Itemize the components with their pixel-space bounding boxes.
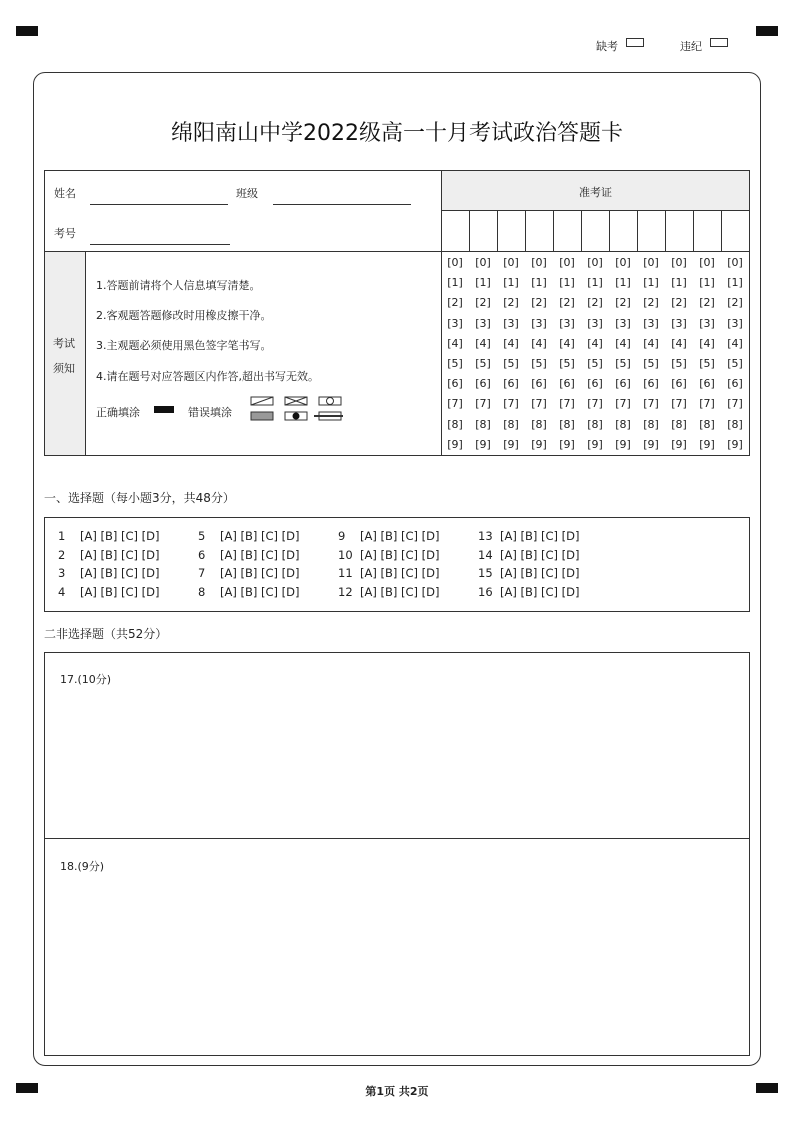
mcq-item[interactable] — [198, 529, 338, 543]
digit-bubble[interactable]: [0] — [699, 256, 715, 269]
notice-item-4: 4.请在题号对应答题区内作答,超出书写无效。 — [96, 370, 319, 383]
digit-bubble[interactable]: [4] — [727, 336, 743, 350]
mcq-number: 15 — [478, 566, 493, 580]
digit-bubble[interactable]: [5] — [475, 357, 491, 370]
mcq-options[interactable]: [A] [B] [C] [D] — [500, 566, 580, 580]
class-field[interactable] — [273, 204, 411, 205]
digit-bubble[interactable]: [3] — [559, 316, 575, 330]
digit-bubble[interactable]: [7] — [587, 397, 603, 411]
digit-bubble[interactable]: [3] — [587, 316, 603, 330]
mcq-item[interactable] — [58, 585, 198, 599]
notice-side-label-2: 须知 — [53, 362, 75, 375]
digit-bubble[interactable]: [4] — [503, 336, 519, 350]
absent-box[interactable] — [626, 38, 644, 47]
digit-bubble[interactable]: [2] — [447, 296, 463, 310]
digit-bubble[interactable]: [2] — [559, 296, 575, 310]
digit-bubble[interactable]: [4] — [671, 336, 687, 350]
question-18-answer-area[interactable] — [45, 877, 749, 1053]
name-label: 姓名 — [54, 187, 76, 200]
digit-bubble[interactable]: [8] — [699, 417, 715, 431]
digit-bubble[interactable]: [1] — [559, 276, 575, 290]
digit-bubble[interactable]: [6] — [587, 377, 603, 391]
question-17-answer-area[interactable] — [45, 690, 749, 836]
mcq-number: 11 — [338, 566, 353, 580]
digit-bubble[interactable]: [6] — [699, 377, 715, 391]
mcq-number: 10 — [338, 547, 353, 562]
mcq-number: 3 — [58, 566, 66, 580]
digit-bubble[interactable]: [4] — [447, 336, 463, 350]
mcq-number: 2 — [58, 547, 66, 562]
mcq-options[interactable]: [A] [B] [C] [D] — [220, 584, 300, 599]
violation-label: 违纪 — [680, 40, 702, 53]
mcq-number: 12 — [338, 584, 353, 599]
digit-bubble[interactable]: [3] — [503, 316, 519, 330]
question-17-label: 17.(10分) — [60, 673, 112, 686]
section1-heading: 一、选择题（每小题3分，共48分） — [44, 491, 235, 505]
mcq-item[interactable] — [338, 566, 478, 580]
mcq-options[interactable]: [A] [B] [C] [D] — [80, 566, 160, 580]
absent-label: 缺考 — [596, 40, 618, 53]
digit-bubble[interactable]: [9] — [587, 437, 603, 451]
correct-fill-sample — [154, 406, 174, 413]
digit-bubble[interactable]: [0] — [727, 256, 743, 269]
corner-mark-top-left — [16, 26, 38, 36]
digit-bubble[interactable]: [9] — [727, 437, 743, 451]
mcq-row — [58, 566, 618, 580]
corner-mark-top-right — [756, 26, 778, 36]
digit-bubble[interactable]: [8] — [727, 417, 743, 431]
digit-bubble[interactable]: [2] — [475, 296, 491, 310]
mcq-options[interactable]: [A] [B] [C] [D] — [80, 584, 160, 599]
digit-bubble[interactable]: [2] — [587, 296, 603, 310]
page-footer: 第1页 共2页 — [365, 1085, 429, 1098]
digit-bubble[interactable]: [0] — [475, 256, 491, 269]
mcq-options[interactable]: [A] [B] [C] [D] — [360, 547, 440, 562]
admission-title: 准考证 — [579, 186, 612, 199]
name-field[interactable] — [90, 204, 228, 205]
digit-bubble[interactable]: [6] — [727, 377, 743, 391]
digit-bubble[interactable]: [6] — [671, 377, 687, 391]
digit-bubble[interactable]: [0] — [587, 256, 603, 269]
digit-bubble[interactable]: [1] — [643, 276, 659, 290]
digit-bubble[interactable]: [1] — [503, 276, 519, 290]
mcq-number: 8 — [198, 584, 206, 599]
digit-bubble[interactable]: [1] — [615, 276, 631, 290]
digit-bubble[interactable]: [5] — [531, 357, 547, 370]
digit-bubble[interactable]: [7] — [699, 397, 715, 411]
digit-bubble[interactable]: [7] — [447, 397, 463, 411]
violation-box[interactable] — [710, 38, 728, 47]
digit-bubble[interactable]: [9] — [503, 437, 519, 451]
exam-no-label: 考号 — [54, 227, 76, 240]
notice-side-label-1: 考试 — [53, 337, 75, 350]
digit-bubble[interactable]: [8] — [587, 417, 603, 431]
digit-bubble[interactable]: [7] — [475, 397, 491, 411]
violation-mark — [680, 38, 702, 54]
mcq-item[interactable] — [58, 566, 198, 580]
exam-no-field[interactable] — [90, 244, 230, 245]
mcq-item[interactable] — [338, 529, 478, 543]
digit-bubble[interactable]: [0] — [503, 256, 519, 269]
digit-bubble[interactable]: [1] — [671, 276, 687, 290]
digit-bubble[interactable]: [3] — [447, 316, 463, 330]
digit-bubble[interactable]: [5] — [587, 357, 603, 370]
digit-bubble[interactable]: [1] — [587, 276, 603, 290]
mcq-options[interactable]: [A] [B] [C] [D] — [500, 584, 580, 599]
mcq-number: 5 — [198, 529, 206, 543]
mcq-item[interactable] — [338, 585, 478, 599]
digit-bubble[interactable]: [5] — [559, 357, 575, 370]
notice-item-3: 3.主观题必须使用黑色签字笔书写。 — [96, 339, 272, 352]
mcq-number: 9 — [338, 529, 346, 543]
digit-bubble[interactable]: [9] — [671, 437, 687, 451]
digit-bubble[interactable]: [0] — [671, 256, 687, 269]
digit-bubble[interactable]: [7] — [727, 397, 743, 411]
digit-bubble[interactable]: [3] — [531, 316, 547, 330]
digit-bubble[interactable]: [5] — [699, 357, 715, 370]
mcq-item[interactable] — [58, 529, 198, 543]
digit-bubble[interactable]: [5] — [615, 357, 631, 370]
digit-bubble[interactable]: [2] — [615, 296, 631, 310]
digit-bubble[interactable]: [7] — [503, 397, 519, 411]
digit-bubble[interactable]: [2] — [643, 296, 659, 310]
digit-bubble[interactable]: [6] — [447, 377, 463, 391]
mcq-item[interactable] — [198, 566, 338, 580]
digit-bubble[interactable]: [9] — [643, 437, 659, 451]
mcq-item[interactable] — [338, 548, 478, 562]
digit-bubble[interactable]: [3] — [699, 316, 715, 330]
mcq-number: 4 — [58, 584, 66, 599]
mcq-item[interactable] — [478, 566, 618, 580]
digit-bubble[interactable]: [7] — [531, 397, 547, 411]
mcq-row — [58, 529, 618, 543]
digit-bubble[interactable]: [6] — [503, 377, 519, 391]
digit-bubble[interactable]: [8] — [503, 417, 519, 431]
mcq-number: 16 — [478, 584, 493, 599]
class-label: 班级 — [236, 187, 258, 200]
digit-bubble[interactable]: [9] — [615, 437, 631, 451]
digit-bubble[interactable]: [7] — [671, 397, 687, 411]
digit-bubble[interactable]: [8] — [531, 417, 547, 431]
digit-bubble[interactable]: [2] — [531, 296, 547, 310]
digit-bubble[interactable]: [3] — [727, 316, 743, 330]
digit-bubble[interactable]: [8] — [671, 417, 687, 431]
notice-item-1: 1.答题前请将个人信息填写清楚。 — [96, 279, 261, 292]
mcq-options[interactable]: [A] [B] [C] [D] — [500, 547, 580, 562]
digit-bubble[interactable]: [2] — [699, 296, 715, 310]
mcq-options[interactable]: [A] [B] [C] [D] — [360, 529, 440, 543]
digit-bubble[interactable]: [3] — [615, 316, 631, 330]
mcq-options[interactable]: [A] [B] [C] [D] — [360, 566, 440, 580]
wrong-fill-label: 错误填涂 — [188, 406, 232, 419]
digit-bubble[interactable]: [8] — [475, 417, 491, 431]
mcq-options[interactable]: [A] [B] [C] [D] — [80, 547, 160, 562]
question-18-label: 18.(9分) — [60, 860, 105, 873]
mcq-item[interactable] — [198, 585, 338, 599]
digit-bubble[interactable]: [4] — [643, 336, 659, 350]
digit-bubble[interactable]: [7] — [643, 397, 659, 411]
mcq-number: 6 — [198, 547, 206, 562]
digit-bubble[interactable]: [8] — [447, 417, 463, 431]
digit-bubble[interactable]: [0] — [615, 256, 631, 269]
wrong-fill-samples — [250, 395, 345, 423]
notice-side — [45, 252, 86, 455]
digit-bubble[interactable]: [3] — [643, 316, 659, 330]
correct-fill-label: 正确填涂 — [96, 406, 140, 419]
digit-bubble[interactable]: [9] — [559, 437, 575, 451]
absent-mark — [596, 38, 618, 54]
section2-heading: 二非选择题（共52分） — [44, 627, 168, 641]
mcq-options[interactable]: [A] [B] [C] [D] — [220, 547, 300, 562]
digit-bubble[interactable]: [6] — [643, 377, 659, 391]
mcq-row — [58, 585, 618, 599]
digit-bubble[interactable]: [8] — [615, 417, 631, 431]
page-title: 绵阳南山中学2022级高一十月考试政治答题卡 — [171, 121, 623, 146]
mcq-options[interactable]: [A] [B] [C] [D] — [500, 529, 580, 543]
digit-bubble[interactable]: [1] — [447, 276, 463, 290]
digit-bubble[interactable]: [2] — [671, 296, 687, 310]
digit-bubble[interactable]: [4] — [531, 336, 547, 350]
digit-bubble[interactable]: [1] — [699, 276, 715, 290]
digit-bubble[interactable]: [4] — [699, 336, 715, 350]
digit-bubble[interactable]: [6] — [475, 377, 491, 391]
digit-bubble[interactable]: [0] — [559, 256, 575, 269]
digit-bubble[interactable]: [0] — [531, 256, 547, 269]
digit-bubble[interactable]: [5] — [447, 357, 463, 370]
digit-bubble[interactable]: [5] — [503, 357, 519, 370]
digit-bubble[interactable]: [5] — [727, 357, 743, 370]
mcq-number: 1 — [58, 529, 66, 543]
digit-bubble[interactable]: [1] — [475, 276, 491, 290]
digit-bubble[interactable]: [8] — [559, 417, 575, 431]
digit-bubble[interactable]: [9] — [447, 437, 463, 451]
digit-bubble[interactable]: [3] — [671, 316, 687, 330]
mcq-item[interactable] — [478, 585, 618, 599]
digit-bubble[interactable]: [4] — [587, 336, 603, 350]
digit-bubble[interactable]: [4] — [475, 336, 491, 350]
digit-bubble[interactable]: [1] — [531, 276, 547, 290]
mcq-options[interactable]: [A] [B] [C] [D] — [220, 529, 300, 543]
digit-bubble[interactable]: [6] — [615, 377, 631, 391]
digit-bubble[interactable]: [4] — [559, 336, 575, 350]
digit-bubble[interactable]: [9] — [699, 437, 715, 451]
digit-bubble[interactable]: [2] — [503, 296, 519, 310]
digit-bubble[interactable]: [5] — [671, 357, 687, 370]
digit-bubble[interactable]: [2] — [727, 296, 743, 310]
digit-bubble[interactable]: [9] — [475, 437, 491, 451]
mcq-options[interactable]: [A] [B] [C] [D] — [80, 529, 160, 543]
digit-bubble[interactable]: [6] — [531, 377, 547, 391]
digit-bubble[interactable]: [0] — [643, 256, 659, 269]
mcq-number: 13 — [478, 529, 493, 543]
mcq-item[interactable] — [478, 548, 618, 562]
notice-item-2: 2.客观题答题修改时用橡皮擦干净。 — [96, 309, 272, 322]
mcq-number: 7 — [198, 566, 206, 580]
mcq-item[interactable] — [478, 529, 618, 543]
digit-bubble[interactable]: [4] — [615, 336, 631, 350]
mcq-number: 14 — [478, 547, 493, 562]
mcq-row — [58, 548, 618, 562]
digit-bubble[interactable]: [9] — [531, 437, 547, 451]
digit-bubble[interactable]: [5] — [643, 357, 659, 370]
digit-bubble[interactable]: [1] — [727, 276, 743, 290]
digit-bubble[interactable]: [3] — [475, 316, 491, 330]
mcq-options[interactable]: [A] [B] [C] [D] — [360, 584, 440, 599]
mcq-item[interactable] — [198, 548, 338, 562]
digit-bubble[interactable]: [0] — [447, 256, 463, 269]
mcq-options[interactable]: [A] [B] [C] [D] — [220, 566, 300, 580]
mcq-item[interactable] — [58, 548, 198, 562]
digit-bubble[interactable]: [7] — [559, 397, 575, 411]
digit-bubble[interactable]: [6] — [559, 377, 575, 391]
digit-bubble[interactable]: [8] — [643, 417, 659, 431]
digit-bubble[interactable]: [7] — [615, 397, 631, 411]
